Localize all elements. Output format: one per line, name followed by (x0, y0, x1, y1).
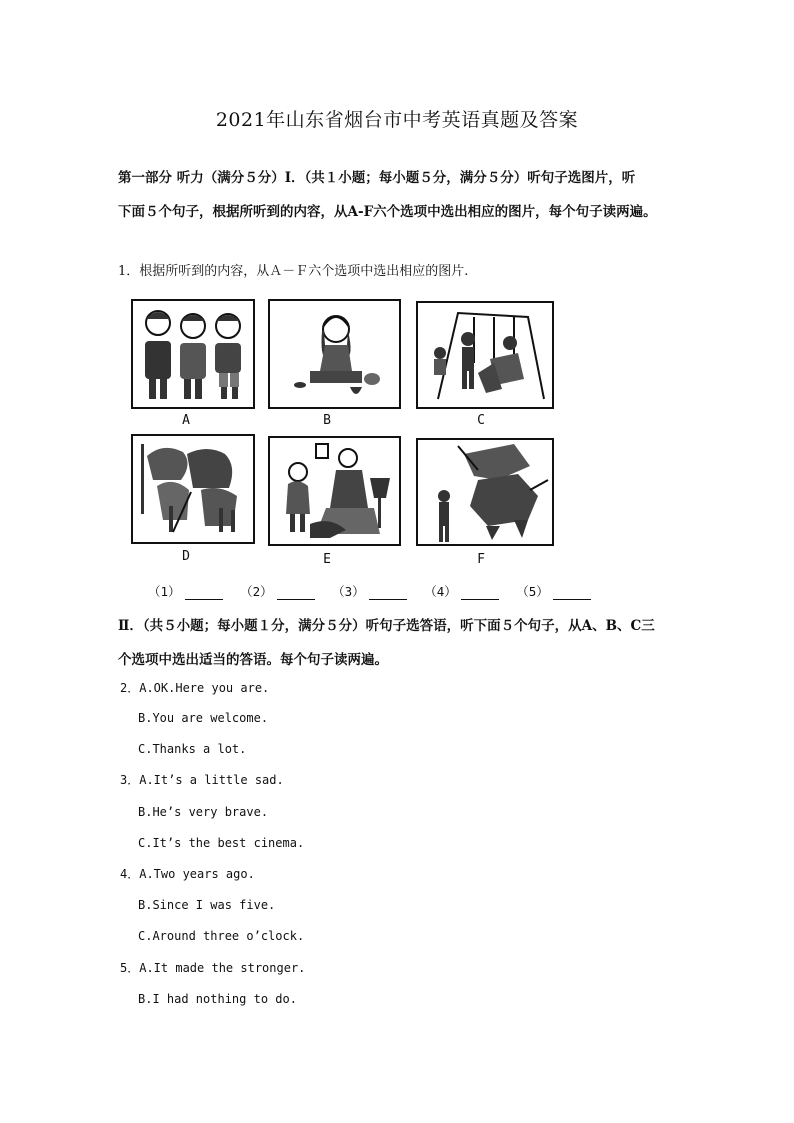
question-4-option-b: B.Since I was five. (138, 898, 276, 912)
blank-label-2: （2） (240, 584, 273, 599)
part2-heading-line1: Ⅱ．（共５小题；每小题１分，满分５分）听句子选答语，听下面５个句子，从A、B、C三 (118, 618, 655, 634)
street-scene-icon (133, 436, 253, 542)
part1-heading-line2: 下面５个句子，根据所听到的内容，从A-F六个选项中选出相应的图片，每个句子读两遍。 (118, 204, 657, 220)
blank-1[interactable] (185, 587, 223, 600)
three-children-icon (133, 301, 253, 407)
blank-5[interactable] (553, 587, 591, 600)
picture-label-d: D (182, 549, 190, 564)
picture-label-f: F (477, 552, 485, 567)
blank-label-4: （4） (424, 584, 457, 599)
girl-pottery-icon (270, 301, 399, 407)
question-5-option-a: 5．A.It made the stronger. (120, 961, 306, 975)
part1-heading-line1: 第一部分 听力（满分５分）Ⅰ．（共１小题；每小题５分，满分５分）听句子选图片，听 (118, 170, 636, 186)
question-4-option-c: C.Around three o’clock. (138, 929, 305, 943)
blank-3[interactable] (369, 587, 407, 600)
picture-f (416, 438, 554, 546)
picture-label-b: B (323, 413, 331, 428)
question-2-option-c: C.Thanks a lot. (138, 742, 247, 756)
answer-blanks (148, 582, 601, 600)
picture-label-c: C (477, 413, 485, 428)
question-3-option-c: C.It’s the best cinema. (138, 836, 305, 850)
picture-c (416, 301, 554, 409)
blank-label-1: （1） (148, 584, 181, 599)
page-title: 2021年山东省烟台市中考英语真题及答案 (215, 109, 579, 131)
question-1-text: 1．根据所听到的内容，从Ａ－Ｆ六个选项中选出相应的图片. (118, 264, 469, 279)
blank-label-5: （5） (516, 584, 549, 599)
question-2-option-b: B.You are welcome. (138, 711, 269, 725)
man-and-dragon-icon (418, 440, 552, 544)
blank-2[interactable] (277, 587, 315, 600)
playground-swing-icon (418, 303, 552, 407)
question-2-option-a: 2．A.OK.Here you are. (120, 681, 270, 695)
family-living-room-icon (270, 438, 399, 544)
picture-b (268, 299, 401, 409)
picture-label-a: A (182, 413, 190, 428)
question-3-option-b: B.He’s very brave. (138, 805, 269, 819)
picture-a (131, 299, 255, 409)
picture-label-e: E (323, 552, 331, 567)
picture-e (268, 436, 401, 546)
question-5-option-b: B.I had nothing to do. (138, 992, 297, 1006)
blank-label-3: （3） (332, 584, 365, 599)
part2-heading-line2: 个选项中选出适当的答语。每个句子读两遍。 (118, 652, 388, 668)
question-4-option-a: 4．A.Two years ago. (120, 867, 255, 881)
blank-4[interactable] (461, 587, 499, 600)
picture-d (131, 434, 255, 544)
question-3-option-a: 3．A.It’s a little sad. (120, 773, 284, 787)
